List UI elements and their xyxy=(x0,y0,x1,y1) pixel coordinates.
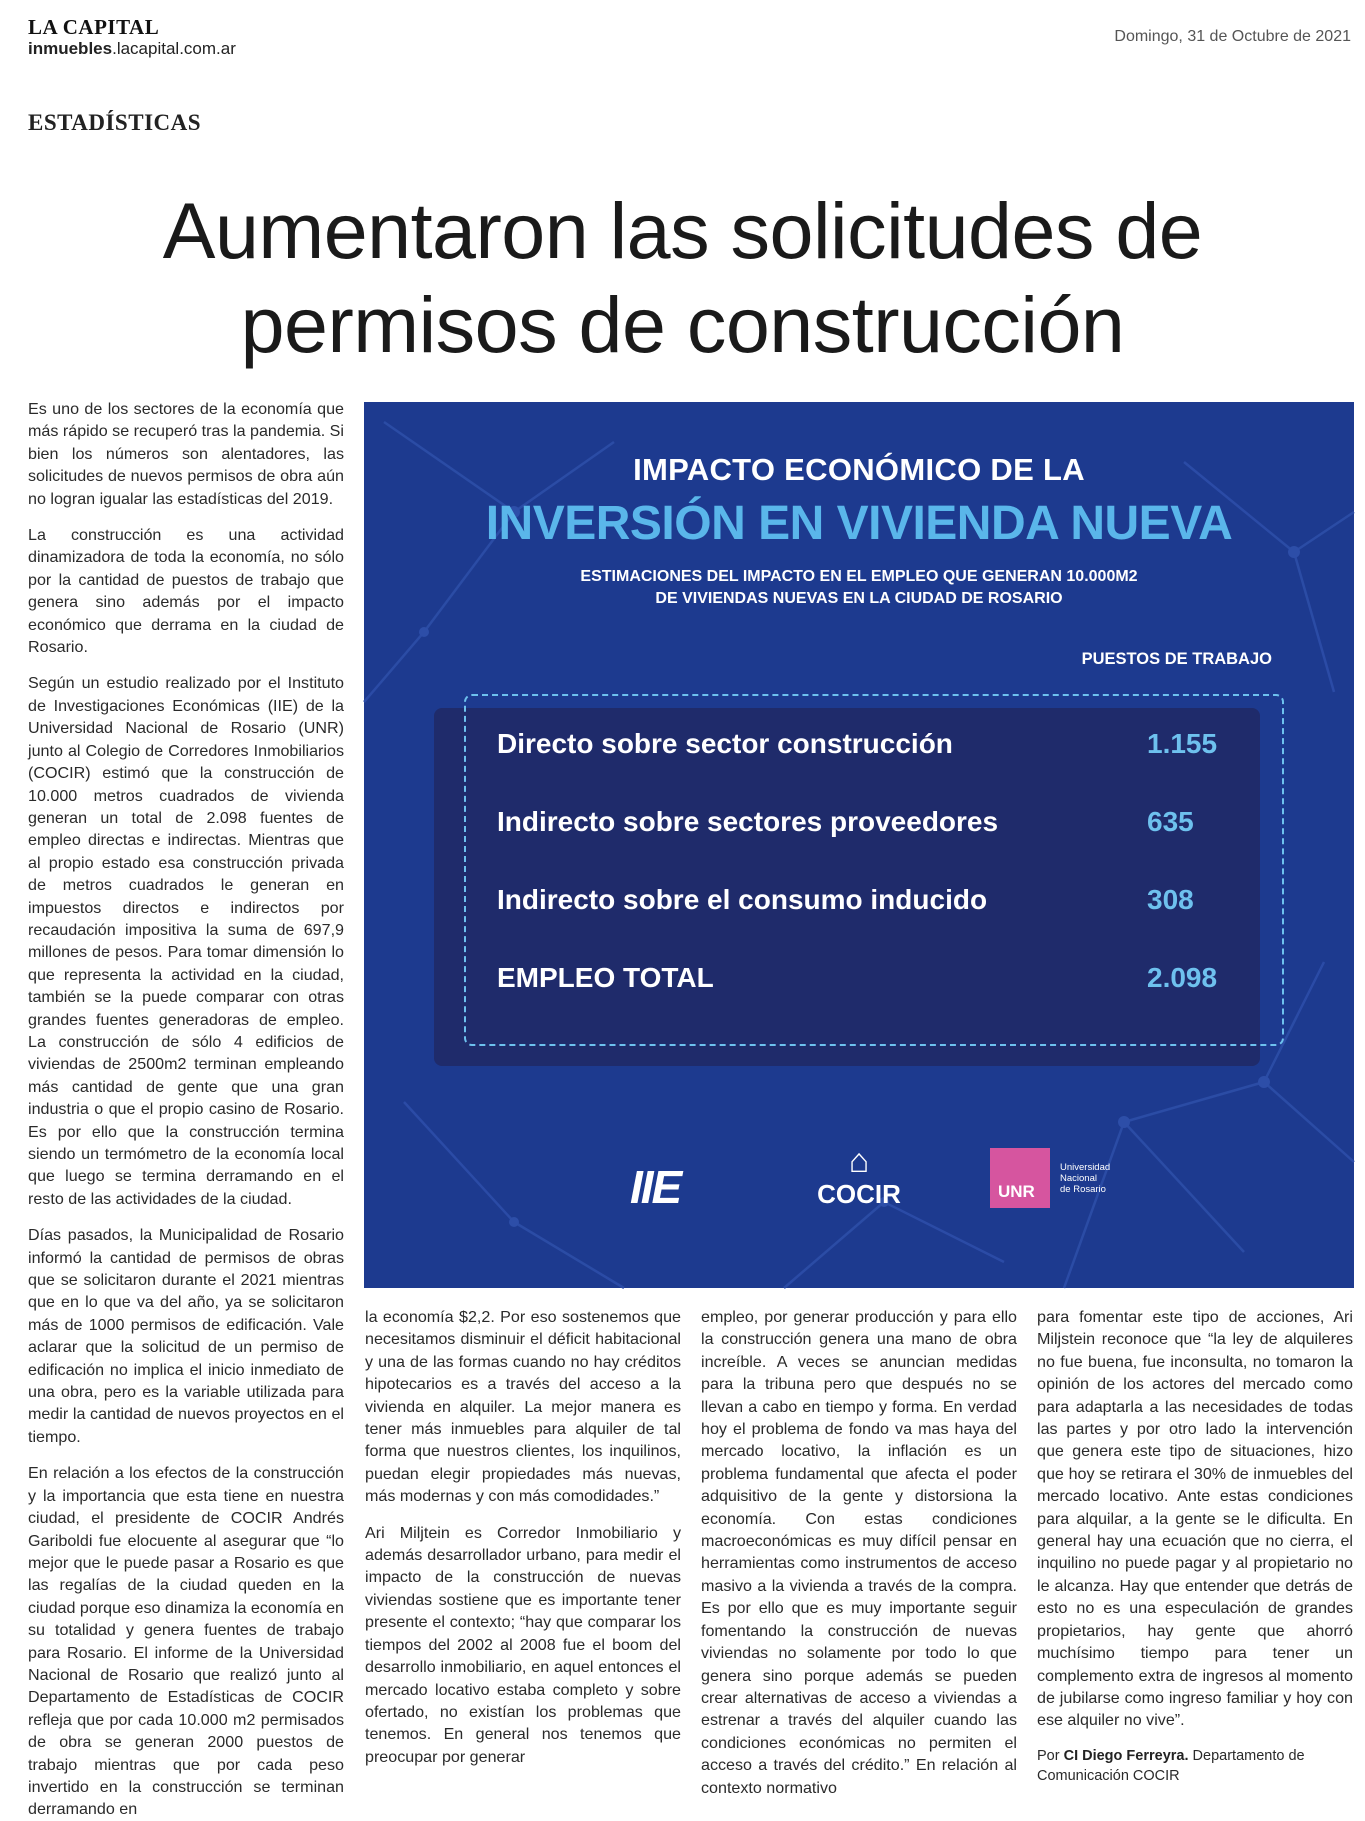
infographic xyxy=(364,402,1354,1288)
paragraph: empleo, por generar producción y para ello la construcción genera una mano de obra increíble. A veces se anuncian medidas para la tribuna pero que después no se llevan a cabo en tiempo y forma. En verdad hoy el problema de fondo va mas haya del mercado locativo, la inflación es un problema fundamental que afecta el poder adquisitivo de la gente y distorsiona la economía. Con estas condiciones macroeconómicas es muy difícil pensar en herramientas como instrumentos de acceso masivo a la vivienda a través de la compra. Es por ello que es muy importante seguir fomentando la construcción de nuevas viviendas no solamente por todo lo que genera sino porque además se pueden crear alternativas de acceso a viviendas a estrenar a través del alquiler cuando las condiciones económicas no permiten el acceso a través del crédito.” En relación al contexto normativo xyxy=(701,1308,1017,1797)
jobs-row-label: Directo sobre sector construcción xyxy=(497,728,953,759)
iie-logo: IIE xyxy=(630,1161,681,1213)
article-column-2 xyxy=(365,1306,681,1804)
paragraph: Días pasados, la Municipalidad de Rosario informó la cantidad de permisos de obras que se solicitaron durante el 2021 mientras que en lo que va del año, ya se solicitaron más de 1000 permisos de edificación. Vale aclarar que la solicitud de un permiso de edificación no implica el inicio inmediato de una obra, pero es la variable utilizada para medir la cantidad de nuevos proyectos en el tiempo. xyxy=(28,1226,344,1446)
byline xyxy=(1037,1746,1353,1786)
jobs-row xyxy=(497,806,1237,846)
jobs-row xyxy=(497,884,1237,924)
paragraph: para fomentar este tipo de acciones, Ari Miljstein reconoce que “la ley de alquileres no fue buena, fue inconsulta, no tomaron la opinión de los actores del mercado como para adaptarla a las necesidades de todas las partes y por otro lado la intervención que genera este tipo de situaciones, hizo que hoy se retirara el 30% de inmuebles del mercado locativo. Ante estas condiciones para alquilar, a la gente se le dificulta. En general hay una ecuación que no cierra, el inquilino no puede pagar y al propietario no le alcanza. Hay que entender que detrás de esto no es una especulación de grandes propietarios, hay gente que ahorró muchísimo tiempo para tener un complemento extra de ingresos al momento de jubilarse como ingreso familiar y hoy con ese alquiler no vive”. xyxy=(1037,1308,1353,1730)
paragraph: la economía $2,2. Por eso sostenemos que necesitamos disminuir el déficit habitacional y una de las formas cuando no hay créditos hipotecarios es a través del acceso a la vivienda en alquiler. La mejor manera es tener más inmuebles para alquiler de tal forma que nuestros clientes, los inquilinos, puedan elegir propiedades más nuevas, más modernas y con más comodidades.” xyxy=(365,1308,681,1506)
jobs-row-value: 2.098 xyxy=(1147,962,1218,993)
unr-logo-caption xyxy=(1060,1162,1110,1195)
partner-logos xyxy=(364,1142,1354,1232)
cocir-logo-text: COCIR xyxy=(817,1179,901,1209)
byline-prefix: Por xyxy=(1037,1747,1064,1764)
paragraph: Es uno de los sectores de la economía que más rápido se recuperó tras la pandemia. Si bien los números son alentadores, las solicitudes de nuevos permisos de obra aún no logran igualar las estadísticas del 2019. xyxy=(28,400,344,508)
infographic-title-line-1: IMPACTO ECONÓMICO DE LA xyxy=(633,452,1085,487)
unr-caption-line: de Rosario xyxy=(1060,1184,1106,1195)
unr-caption-line: Nacional xyxy=(1060,1173,1097,1184)
byline-affiliation: Departamento de Comunicación COCIR xyxy=(1037,1747,1305,1784)
paragraph: Según un estudio realizado por el Instituto de Investigaciones Económicas (IIE) de la Universidad Nacional de Rosario (UNR) junto al Colegio de Corredores Inmobiliarios (COCIR) estimó que la construcción de 10.000 metros cuadrados de vivienda generan un total de 2.098 fuentes de empleo directas e indirectas. Mientras que al propio estado esa construcción privada de metros cuadrados le generan en impuestos directos e indirectos por recaudación impositiva la suma de 697,9 millones de pesos. Para tomar dimensión lo que representa la actividad en la ciudad, también se la puede comparar con otras grandes fuentes generadoras de empleo. La construcción de sólo 4 edificios de viviendas de 2500m2 terminan empleando más cantidad de gente que una gran industria o que el propio casino de Rosario. Es por ello que la construcción termina siendo un termómetro de la economía local que luego se termina derramando en el resto de las actividades de la ciudad. xyxy=(28,674,344,1208)
cocir-logo xyxy=(814,1142,904,1208)
site-url-bold: inmuebles xyxy=(28,39,113,58)
article-column-3 xyxy=(701,1306,1017,1804)
jobs-row-label: Indirecto sobre el consumo inducido xyxy=(497,884,988,915)
jobs-row-label: EMPLEO TOTAL xyxy=(497,962,714,993)
infographic-subtitle-line-2: DE VIVIENDAS NUEVAS EN LA CIUDAD DE ROSARIO xyxy=(655,590,1063,607)
newspaper-logo[interactable]: LA CAPITAL xyxy=(28,15,160,39)
section-label: ESTADÍSTICAS xyxy=(28,110,202,135)
jobs-column-header: PUESTOS DE TRABAJO xyxy=(1081,650,1272,668)
paragraph: Ari Miljtein es Corredor Inmobiliario y además desarrollador urbano, para medir el impacto de la construcción de nuevas viviendas sostiene que es importante tener presente el contexto; “hay que comparar los tiempos del 2002 al 2008 fue el boom del desarrollo inmobiliario, en aquel entonces el mercado locativo estaba completo y sobre ofertado, no existían los problemas que tenemos. En general nos tenemos que preocupar por generar xyxy=(365,1523,681,1766)
byline-author: CI Diego Ferreyra. xyxy=(1063,1747,1189,1764)
jobs-row-value: 308 xyxy=(1147,884,1194,915)
jobs-row-label: Indirecto sobre sectores proveedores xyxy=(497,806,999,837)
unr-caption-line: Universidad xyxy=(1060,1162,1111,1173)
headline xyxy=(0,184,1365,372)
jobs-row-value: 635 xyxy=(1147,806,1194,837)
paragraph: La construcción es una actividad dinamizadora de toda la economía, no sólo por la cantidad de puestos de trabajo que genera sino además por el impacto económico que derrama en la ciudad de Rosario. xyxy=(28,526,344,657)
jobs-row-total xyxy=(497,962,1237,1002)
paragraph: En relación a los efectos de la construcción y la importancia que esta tiene en nuestra ciudad, el presidente de COCIR Andrés Gariboldi fue elocuente al asegurar que “lo mejor que le puede pasar a Rosario es que las regalías de la ciudad queden en la ciudad porque eso dinamiza la economía en su totalidad y genera fuentes de trabajo para Rosario. El informe de la Universidad Nacional de Rosario que realizó junto al Departamento de Estadísticas de COCIR refleja que por cada 10.000 m2 permisados de obra se generan 2000 puestos de trabajo mientras que por cada peso invertido en la construcción se terminan derramando en xyxy=(28,1464,344,1819)
article-column-1 xyxy=(28,398,344,1819)
infographic-subtitle-line-1: ESTIMACIONES DEL IMPACTO EN EL EMPLEO QUE GENERAN 10.000M2 xyxy=(580,568,1138,585)
headline-line-1: Aumentaron las solicitudes de xyxy=(162,186,1203,275)
site-url-rest: .lacapital.com.ar xyxy=(112,39,236,58)
jobs-row xyxy=(497,728,1237,768)
unr-logo-text: UNR xyxy=(998,1182,1035,1201)
site-url[interactable] xyxy=(28,39,236,59)
infographic-subtitle xyxy=(364,566,1354,610)
infographic-title-line-2: INVERSIÓN EN VIVIENDA NUEVA xyxy=(485,497,1233,550)
cocir-building-icon: ⌂ xyxy=(848,1142,870,1180)
headline-line-2: permisos de construcción xyxy=(240,280,1125,369)
article-column-4 xyxy=(1037,1306,1353,1804)
jobs-row-value: 1.155 xyxy=(1147,728,1218,759)
issue-date: Domingo, 31 de Octubre de 2021 xyxy=(1114,28,1351,45)
unr-logo xyxy=(990,1148,1050,1208)
